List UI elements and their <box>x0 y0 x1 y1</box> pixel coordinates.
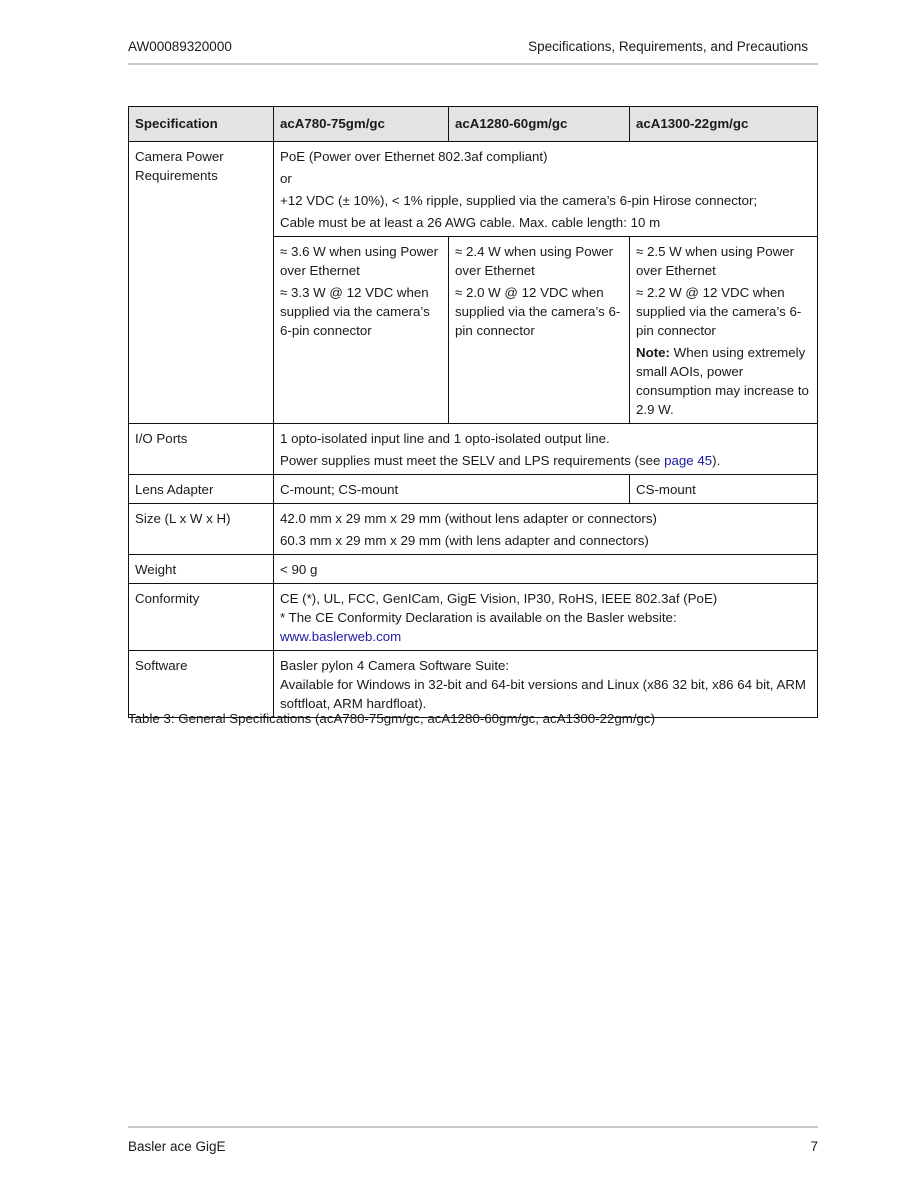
table-row-software <box>129 651 818 718</box>
document-id: AW00089320000 <box>128 39 232 54</box>
power-aca1300-poe: ≈ 2.5 W when using Power over Ethernet <box>636 244 795 278</box>
power-aca1280-poe: ≈ 2.4 W when using Power over Ethernet <box>455 244 614 278</box>
row-label-size: Size (L x W x H) <box>129 504 274 555</box>
header-divider <box>128 63 818 65</box>
power-common-cell <box>274 142 818 237</box>
page-45-link[interactable]: page 45 <box>664 453 713 468</box>
io-ports-line2 <box>280 451 812 470</box>
power-aca780-vdc: ≈ 3.3 W @ 12 VDC when supplied via the camera’s 6-pin connector <box>280 285 430 338</box>
power-aca1280-vdc: ≈ 2.0 W @ 12 VDC when supplied via the camera’s 6-pin connector <box>455 285 621 338</box>
column-header-aca780: acA780-75gm/gc <box>274 107 449 142</box>
power-aca780-poe: ≈ 3.6 W when using Power over Ethernet <box>280 244 439 278</box>
page-number: 7 <box>810 1139 818 1154</box>
table-header-row <box>129 107 818 142</box>
power-aca1280-cell <box>449 237 630 424</box>
section-title: Specifications, Requirements, and Precautions <box>528 39 808 54</box>
io-ports-cell <box>274 424 818 475</box>
power-aca1300-note <box>636 343 812 419</box>
table-caption: Table 3: General Specifications (acA780-75gm/gc, acA1280-60gm/gc, acA1300-22gm/gc) <box>128 711 655 726</box>
power-aca1300-vdc: ≈ 2.2 W @ 12 VDC when supplied via the camera’s 6-pin connector <box>636 285 802 338</box>
general-specifications-table <box>128 106 818 718</box>
column-header-aca1280: acA1280-60gm/gc <box>449 107 630 142</box>
table-row-size <box>129 504 818 555</box>
column-header-aca1300: acA1300-22gm/gc <box>630 107 818 142</box>
row-label-weight: Weight <box>129 555 274 584</box>
power-aca1300-cell <box>630 237 818 424</box>
footer-divider <box>128 1126 818 1128</box>
software-line1: Basler pylon 4 Camera Software Suite: <box>280 658 510 673</box>
column-header-specification: Specification <box>129 107 274 142</box>
conformity-line1: CE (*), UL, FCC, GenICam, GigE Vision, IP30, RoHS, IEEE 802.3af (PoE) <box>280 591 718 606</box>
conformity-line2: * The CE Conformity Declaration is available on the Basler website: <box>280 610 677 625</box>
note-label: Note: <box>636 345 670 360</box>
baslerweb-link[interactable]: www.baslerweb.com <box>280 629 402 644</box>
io-ports-line2-suffix: ). <box>712 453 721 468</box>
power-vdc-text: +12 VDC (± 10%), < 1% ripple, supplied via the camera’s 6-pin Hirose connector; <box>280 193 758 208</box>
row-label-power: Camera Power Requirements <box>129 142 274 424</box>
power-aca780-cell <box>274 237 449 424</box>
size-line1: 42.0 mm x 29 mm x 29 mm (without lens adapter or connectors) <box>280 511 657 526</box>
table-row-conformity <box>129 584 818 651</box>
io-ports-line2-text: Power supplies must meet the SELV and LPS requirements (see <box>280 453 665 468</box>
table-row-io-ports <box>129 424 818 475</box>
row-label-software: Software <box>129 651 274 718</box>
lens-adapter-models-1-2: C-mount; CS-mount <box>274 475 630 504</box>
size-cell <box>274 504 818 555</box>
software-line2: Available for Windows in 32-bit and 64-bit versions and Linux (x86 32 bit, x86 64 bit, ARM softfloat, ARM hardfloat). <box>280 677 807 711</box>
software-cell <box>274 651 818 718</box>
size-line2: 60.3 mm x 29 mm x 29 mm (with lens adapter and connectors) <box>280 533 649 548</box>
row-label-io-ports: I/O Ports <box>129 424 274 475</box>
footer-product-name: Basler ace GigE <box>128 1139 226 1154</box>
table-row-power <box>129 142 818 237</box>
lens-adapter-model-3: CS-mount <box>630 475 818 504</box>
row-label-lens-adapter: Lens Adapter <box>129 475 274 504</box>
table-row-lens-adapter <box>129 475 818 504</box>
conformity-cell <box>274 584 818 651</box>
io-ports-line1: 1 opto-isolated input line and 1 opto-isolated output line. <box>280 431 610 446</box>
power-poe-text: PoE (Power over Ethernet 802.3af compliant) <box>280 149 548 164</box>
power-cable-text: Cable must be at least a 26 AWG cable. Max. cable length: 10 m <box>280 215 661 230</box>
table-row-weight <box>129 555 818 584</box>
row-label-conformity: Conformity <box>129 584 274 651</box>
weight-value: < 90 g <box>274 555 818 584</box>
note-text: When using extremely small AOIs, power consumption may increase to 2.9 W. <box>636 345 809 417</box>
power-or-text: or <box>280 171 292 186</box>
